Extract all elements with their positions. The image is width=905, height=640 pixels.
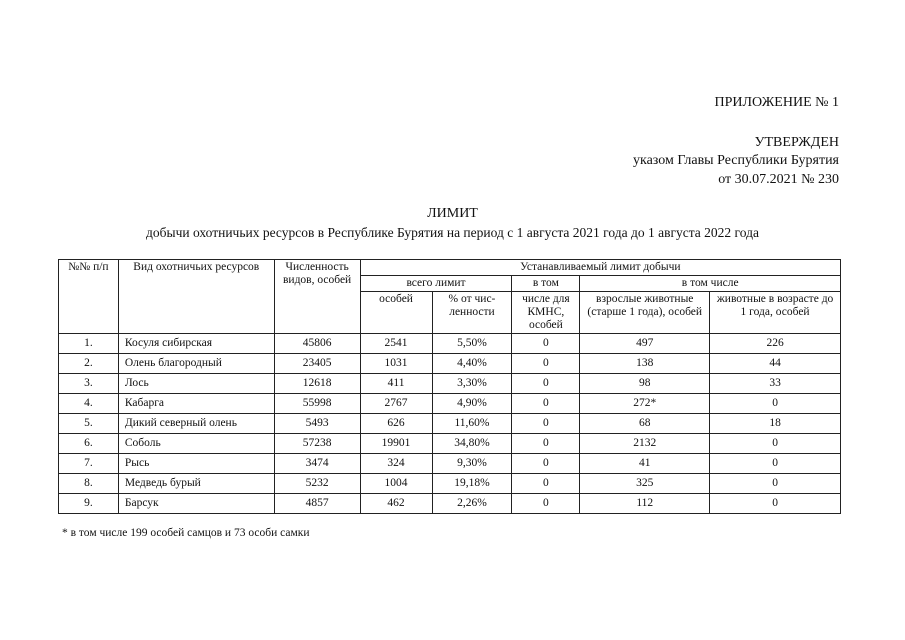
limit-percent: 3,30% bbox=[432, 374, 512, 394]
limit-individuals: 1031 bbox=[360, 354, 432, 374]
species-name: Рысь bbox=[118, 454, 274, 474]
limit-individuals: 1004 bbox=[360, 474, 432, 494]
limit-individuals: 626 bbox=[360, 414, 432, 434]
appendix-label: ПРИЛОЖЕНИЕ № 1 bbox=[714, 95, 839, 110]
header-population: Численность видов, особей bbox=[274, 260, 360, 334]
table-body bbox=[59, 334, 841, 514]
adults-limit: 272* bbox=[580, 394, 710, 414]
adults-limit: 497 bbox=[580, 334, 710, 354]
footnote: * в том числе 199 особей самцов и 73 особи самки bbox=[62, 527, 310, 539]
species-name: Дикий северный олень bbox=[118, 414, 274, 434]
adults-limit: 41 bbox=[580, 454, 710, 474]
population: 5493 bbox=[274, 414, 360, 434]
species-name: Лось bbox=[118, 374, 274, 394]
table-row bbox=[59, 394, 841, 414]
population: 45806 bbox=[274, 334, 360, 354]
limit-individuals: 2767 bbox=[360, 394, 432, 414]
kmns-limit: 0 bbox=[512, 334, 580, 354]
species-name: Медведь бурый bbox=[118, 474, 274, 494]
young-limit: 0 bbox=[710, 474, 841, 494]
adults-limit: 68 bbox=[580, 414, 710, 434]
approved-label: УТВЕРЖДЕН bbox=[754, 135, 839, 150]
row-num: 5. bbox=[59, 414, 119, 434]
young-limit: 0 bbox=[710, 454, 841, 474]
header-kmns: числе для КМНС, особей bbox=[512, 292, 580, 334]
young-limit: 44 bbox=[710, 354, 841, 374]
limit-percent: 9,30% bbox=[432, 454, 512, 474]
adults-limit: 112 bbox=[580, 494, 710, 514]
species-name: Соболь bbox=[118, 434, 274, 454]
limit-percent: 34,80% bbox=[432, 434, 512, 454]
document-subtitle: добычи охотничьих ресурсов в Республике Бурятия на период с 1 августа 2021 года до 1 августа 2022 года bbox=[146, 225, 759, 240]
species-name: Косуля сибирская bbox=[118, 334, 274, 354]
kmns-limit: 0 bbox=[512, 374, 580, 394]
young-limit: 0 bbox=[710, 394, 841, 414]
row-num: 1. bbox=[59, 334, 119, 354]
young-limit: 33 bbox=[710, 374, 841, 394]
header-individuals: особей bbox=[360, 292, 432, 334]
limit-percent: 5,50% bbox=[432, 334, 512, 354]
population: 57238 bbox=[274, 434, 360, 454]
species-name: Кабарга bbox=[118, 394, 274, 414]
table-row bbox=[59, 454, 841, 474]
limit-percent: 19,18% bbox=[432, 474, 512, 494]
table-row bbox=[59, 374, 841, 394]
kmns-limit: 0 bbox=[512, 474, 580, 494]
population: 12618 bbox=[274, 374, 360, 394]
young-limit: 226 bbox=[710, 334, 841, 354]
limit-table bbox=[58, 259, 841, 514]
document-title: ЛИМИТ bbox=[427, 206, 478, 221]
decree-date: от 30.07.2021 № 230 bbox=[718, 172, 839, 187]
limit-percent: 11,60% bbox=[432, 414, 512, 434]
row-num: 8. bbox=[59, 474, 119, 494]
table-row bbox=[59, 354, 841, 374]
row-num: 7. bbox=[59, 454, 119, 474]
header-adults: взрослые животные (старше 1 года), особей bbox=[580, 292, 710, 334]
species-name: Олень благородный bbox=[118, 354, 274, 374]
kmns-limit: 0 bbox=[512, 394, 580, 414]
kmns-limit: 0 bbox=[512, 354, 580, 374]
row-num: 6. bbox=[59, 434, 119, 454]
header-percent: % от чис-ленности bbox=[432, 292, 512, 334]
row-num: 4. bbox=[59, 394, 119, 414]
adults-limit: 98 bbox=[580, 374, 710, 394]
header-limit-group: Устанавливаемый лимит добычи bbox=[360, 260, 840, 276]
header-including: в том числе bbox=[580, 276, 841, 292]
limit-individuals: 324 bbox=[360, 454, 432, 474]
kmns-limit: 0 bbox=[512, 454, 580, 474]
table-row bbox=[59, 434, 841, 454]
population: 55998 bbox=[274, 394, 360, 414]
row-num: 3. bbox=[59, 374, 119, 394]
kmns-limit: 0 bbox=[512, 494, 580, 514]
population: 3474 bbox=[274, 454, 360, 474]
population: 5232 bbox=[274, 474, 360, 494]
decree-label: указом Главы Республики Бурятия bbox=[632, 153, 839, 168]
limit-percent: 4,40% bbox=[432, 354, 512, 374]
table-row bbox=[59, 494, 841, 514]
table-row bbox=[59, 474, 841, 494]
population: 23405 bbox=[274, 354, 360, 374]
kmns-limit: 0 bbox=[512, 414, 580, 434]
header-num: №№ п/п bbox=[59, 260, 119, 334]
header-young: животные в возрасте до 1 года, особей bbox=[710, 292, 841, 334]
species-name: Барсук bbox=[118, 494, 274, 514]
table-row bbox=[59, 414, 841, 434]
young-limit: 0 bbox=[710, 434, 841, 454]
row-num: 9. bbox=[59, 494, 119, 514]
limit-percent: 4,90% bbox=[432, 394, 512, 414]
header-species: Вид охотничьих ресурсов bbox=[118, 260, 274, 334]
header-kmns-top: в том bbox=[512, 276, 580, 292]
limit-individuals: 19901 bbox=[360, 434, 432, 454]
kmns-limit: 0 bbox=[512, 434, 580, 454]
row-num: 2. bbox=[59, 354, 119, 374]
young-limit: 0 bbox=[710, 494, 841, 514]
limit-individuals: 462 bbox=[360, 494, 432, 514]
adults-limit: 138 bbox=[580, 354, 710, 374]
header-total-limit: всего лимит bbox=[360, 276, 512, 292]
adults-limit: 2132 bbox=[580, 434, 710, 454]
table-row bbox=[59, 334, 841, 354]
population: 4857 bbox=[274, 494, 360, 514]
adults-limit: 325 bbox=[580, 474, 710, 494]
limit-percent: 2,26% bbox=[432, 494, 512, 514]
limit-individuals: 411 bbox=[360, 374, 432, 394]
young-limit: 18 bbox=[710, 414, 841, 434]
limit-individuals: 2541 bbox=[360, 334, 432, 354]
